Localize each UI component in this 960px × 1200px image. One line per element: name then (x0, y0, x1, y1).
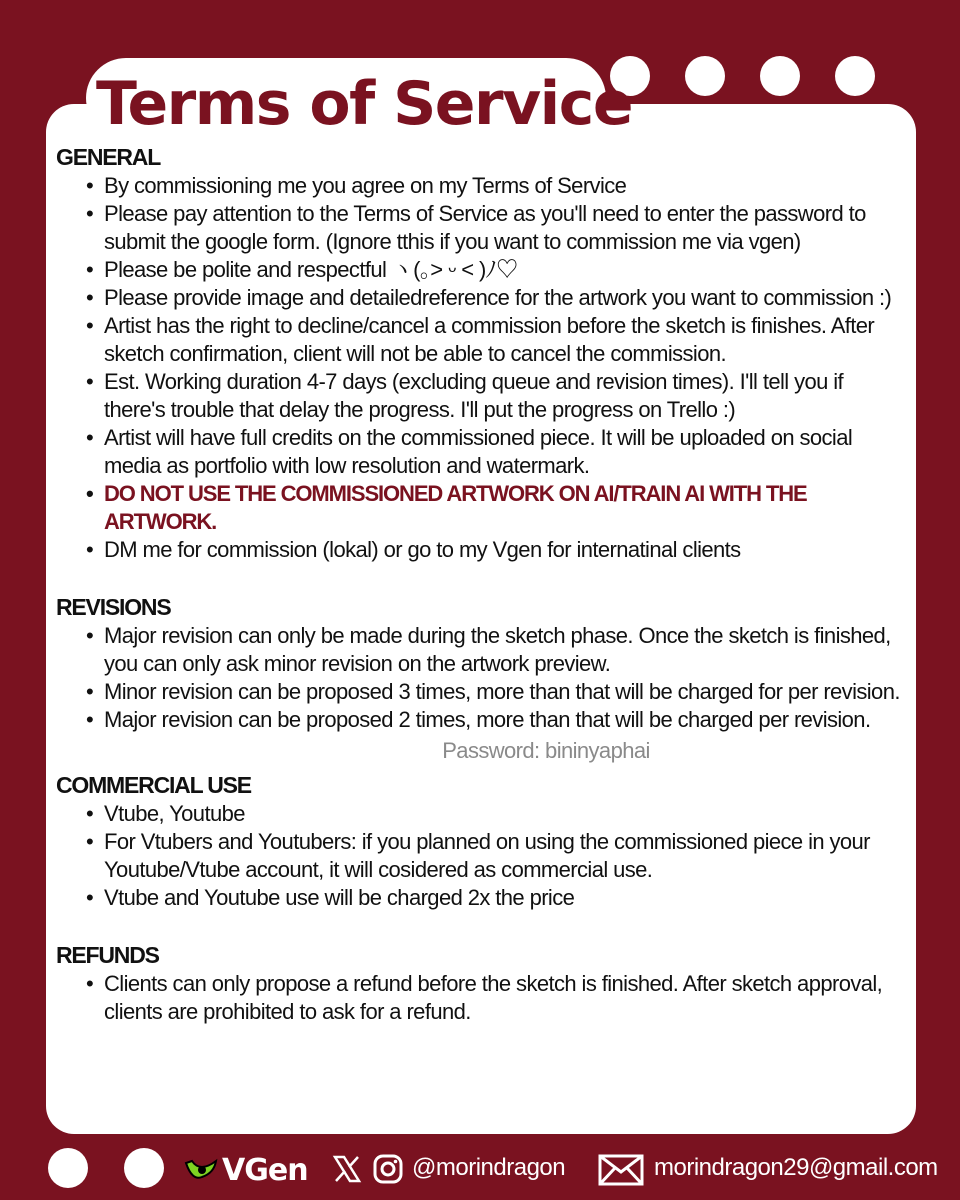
list-item: • DM me for commission (lokal) or go to my Vgen for internatinal clients (104, 536, 906, 564)
ai-warning-item: • DO NOT USE THE COMMISSIONED ARTWORK ON AI/TRAIN AI WITH THE ARTWORK. (104, 480, 906, 536)
spacer (56, 564, 906, 592)
section-heading-refunds: REFUNDS (56, 942, 159, 968)
list-item: • Please pay attention to the Terms of Service as you'll need to enter the password to submit the google form. (Ignore tthis if you want to commission me via vgen) (104, 200, 906, 256)
vgen-logo-text: VGen (222, 1152, 308, 1188)
decor-dot (685, 56, 725, 96)
vgen-link[interactable] (182, 1152, 308, 1188)
list-item: • Please provide image and detailedreference for the artwork you want to commission :) (104, 284, 906, 312)
decor-dot (124, 1148, 164, 1188)
mail-icon[interactable] (598, 1154, 644, 1186)
list-item: • Vtube, Youtube (104, 800, 906, 828)
list-item: • Artist has the right to decline/cancel a commission before the sketch is finishes. After sketch confirmation, client will not be able to cancel the commission. (104, 312, 906, 368)
commercial-list (56, 800, 906, 912)
section-heading-revisions: REVISIONS (56, 594, 171, 620)
instagram-icon[interactable] (372, 1153, 404, 1185)
decor-dot (48, 1148, 88, 1188)
list-item: • Please be polite and respectful ヽ(｡˃ ᵕ ˂ )ﾉ♡ (104, 256, 906, 284)
tos-content (56, 142, 906, 1026)
decor-dot (760, 56, 800, 96)
page-title: Terms of Service (96, 69, 633, 139)
list-item: • Minor revision can be proposed 3 times, more than that will be charged for per revision. (104, 678, 906, 706)
list-item: • Artist will have full credits on the commissioned piece. It will be uploaded on social media as portfolio with low resolution and watermark. (104, 424, 906, 480)
general-list (56, 172, 906, 564)
list-item: • Est. Working duration 4-7 days (excluding queue and revision times). I'll tell you if there's trouble that delay the progress. I'll put the progress on Trello :) (104, 368, 906, 424)
decor-dot (835, 56, 875, 96)
section-heading-general: GENERAL (56, 144, 161, 170)
refunds-list (56, 970, 906, 1026)
password-note: Password: bininyaphai (442, 738, 650, 763)
list-item: • For Vtubers and Youtubers: if you planned on using the commissioned piece in your Youtube/Vtube account, it will cosidered as commercial use. (104, 828, 906, 884)
vgen-icon (182, 1155, 220, 1185)
spacer (56, 912, 906, 940)
email-address[interactable]: morindragon29@gmail.com (654, 1154, 938, 1181)
list-item: • Major revision can be proposed 2 times, more than that will be charged per revision. (104, 706, 906, 734)
list-item: • Major revision can only be made during the sketch phase. Once the sketch is finished, you can only ask minor revision on the artwork preview. (104, 622, 906, 678)
list-item: • Clients can only propose a refund before the sketch is finished. After sketch approval, clients are prohibited to ask for a refund. (104, 970, 906, 1026)
section-heading-commercial: COMMERCIAL USE (56, 772, 251, 798)
footer (0, 1140, 960, 1200)
list-item: • By commissioning me you agree on my Terms of Service (104, 172, 906, 200)
list-item: • Vtube and Youtube use will be charged 2x the price (104, 884, 906, 912)
social-handle[interactable]: @morindragon (412, 1154, 566, 1181)
x-icon[interactable] (332, 1154, 362, 1184)
revisions-list (56, 622, 906, 734)
